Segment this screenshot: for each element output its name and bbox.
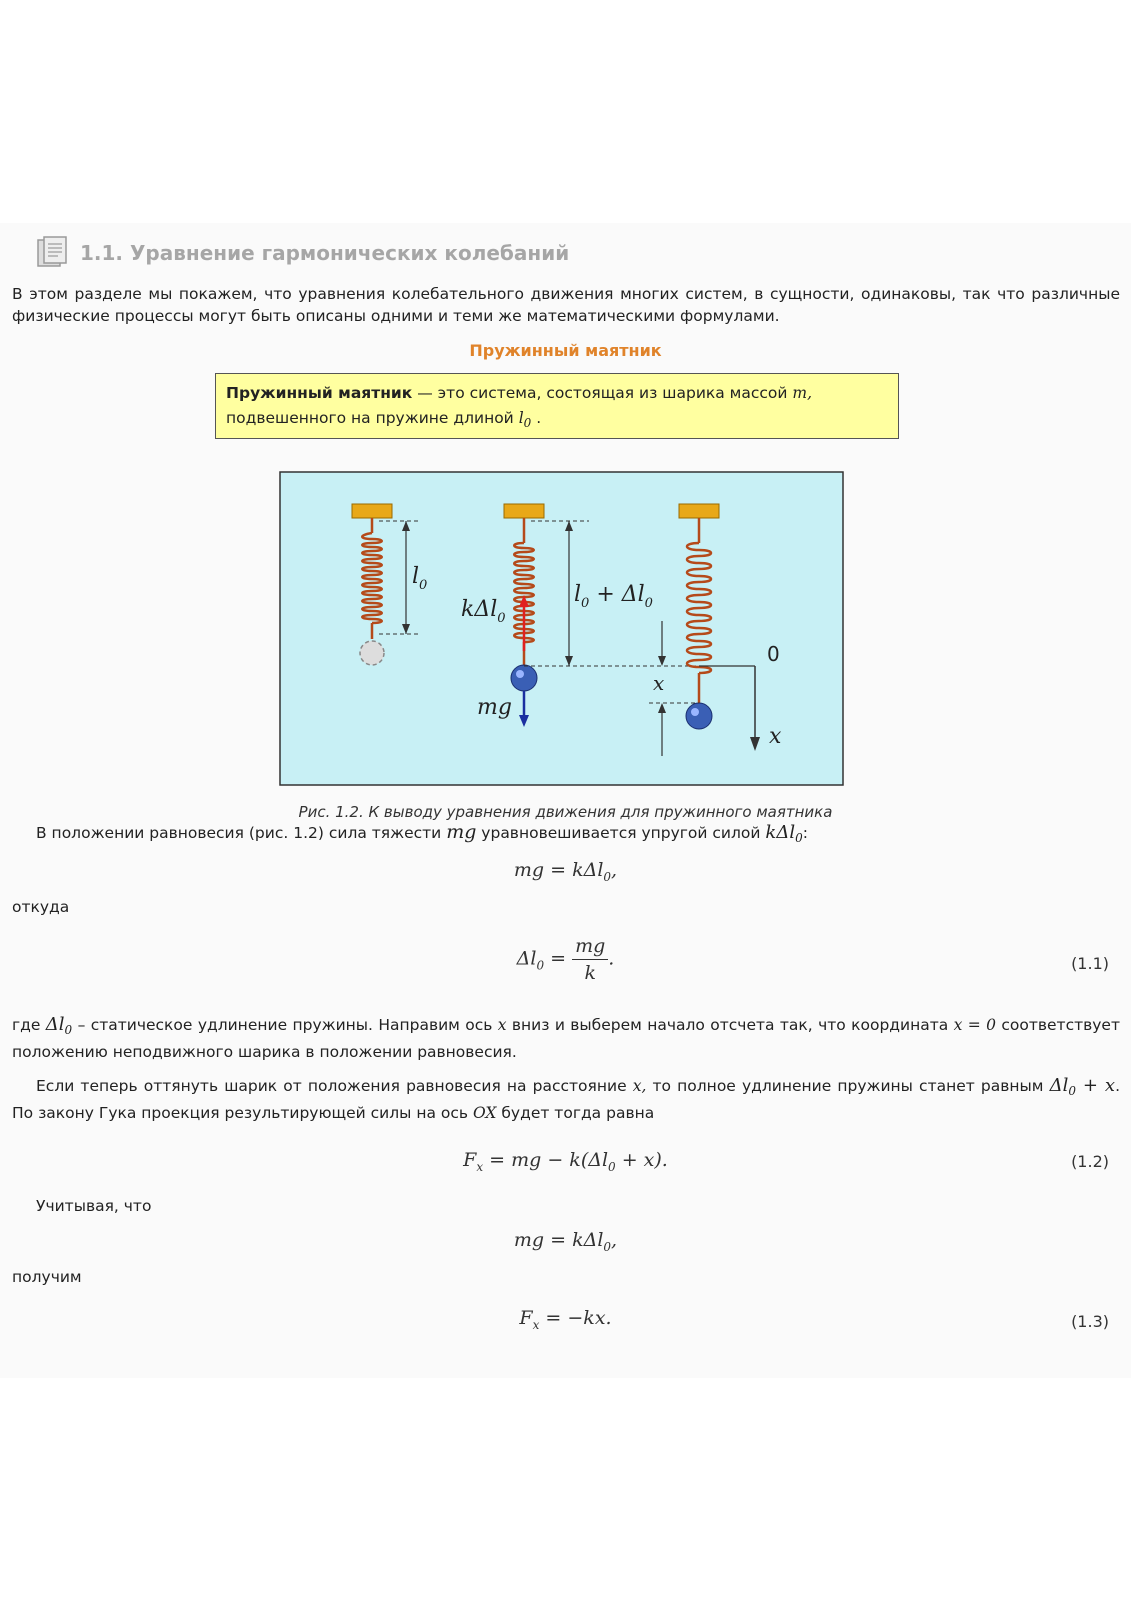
formula-b-sub: 0 — [603, 1239, 612, 1254]
label-x-axis: x — [769, 724, 782, 749]
formula-b-left: mg = kΔl — [513, 1229, 604, 1251]
formula-b-end: , — [611, 1229, 618, 1251]
formula-mg-kdl — [0, 859, 1131, 884]
pull-dlx: Δl — [1049, 1075, 1069, 1096]
where-x0: x = 0 — [953, 1016, 996, 1034]
f11-den: k — [584, 962, 596, 984]
pull-1: Если теперь оттянуть шарик от положения равновесия на расстояние — [36, 1077, 633, 1095]
definition-text-2: подвешенного на пружине длиной — [226, 409, 519, 427]
f12-end: + x). — [615, 1149, 668, 1171]
f11-end: . — [608, 947, 615, 970]
where-4: соответствует положению неподвижного шарика в положении равновесия. — [12, 1016, 1121, 1062]
label-x-displacement: x — [653, 671, 665, 695]
formula-mg-kdl-2 — [0, 1229, 1131, 1254]
document-icon — [36, 236, 70, 270]
where-dl-sub: 0 — [64, 1023, 73, 1038]
pull-3: . По закону Гука проекция результирующей силы на ось — [12, 1077, 1120, 1123]
eq-kdl-sub: 0 — [795, 831, 803, 846]
label-kdl: kΔl$_0$ — [461, 597, 506, 626]
pull-2: то полное удлинение пружины станет равным — [646, 1077, 1050, 1095]
pull-x: x, — [632, 1077, 647, 1095]
definition-term: Пружинный маятник — [226, 384, 413, 402]
formula-a-end: , — [611, 859, 618, 881]
where-1: где — [12, 1016, 46, 1034]
label-l0-dl: $l_0 + \Delta l_0$ — [574, 582, 653, 611]
pull-4: будет тогда равна — [496, 1104, 655, 1123]
definition-text: — это система, состоящая из шарика массой — [412, 384, 793, 402]
poluchim-text: получим — [12, 1268, 82, 1286]
where-dl: Δl — [45, 1014, 65, 1035]
pull-ox: OX — [472, 1104, 497, 1123]
mass-symbol: m, — [792, 384, 813, 402]
f13-rest: = −kx. — [539, 1307, 612, 1329]
where-x: x — [497, 1016, 507, 1034]
f11-eq: = — [544, 947, 573, 970]
considering-text: Учитывая, что — [36, 1197, 152, 1215]
figure-caption: Рис. 1.2. К выводу уравнения движения для пружинного маятника — [298, 803, 833, 821]
pull-dlx-end: + x — [1075, 1075, 1116, 1096]
section-heading — [36, 235, 569, 271]
f13-f: F — [519, 1307, 533, 1329]
section-title: 1.1. Уравнение гармонических колебаний — [80, 241, 570, 265]
formula-1-2 — [0, 1149, 1131, 1174]
label-origin: 0 — [767, 642, 780, 666]
ceiling-3 — [679, 504, 719, 518]
equilibrium-paragraph — [12, 821, 1120, 849]
ball-equilibrium — [511, 665, 537, 691]
f11-fraction — [572, 933, 608, 986]
formula-1-3 — [0, 1307, 1131, 1332]
pull-paragraph — [12, 1075, 1120, 1124]
f12-f: F — [463, 1149, 477, 1171]
otkuda-text: откуда — [12, 898, 70, 916]
spring-pendulum-figure — [279, 471, 844, 786]
equation-number-1-2: (1.2) — [1071, 1152, 1109, 1171]
formula-a-left: mg = kΔl — [513, 859, 604, 881]
ball-displaced — [686, 703, 712, 729]
f11-num: mg — [572, 933, 608, 960]
f11-sub: 0 — [536, 958, 545, 973]
ghost-ball — [360, 641, 384, 665]
f12-sub: 0 — [608, 1159, 616, 1174]
pull-dlx-sub: 0 — [1068, 1084, 1076, 1099]
f11-left: Δl — [516, 947, 537, 970]
label-mg: mg — [477, 695, 512, 720]
length-subscript: 0 — [523, 416, 532, 431]
eq-end: : — [802, 824, 808, 842]
intro-paragraph: В этом разделе мы покажем, что уравнения колебательного движения многих систем, в сущности, одинаковы, так что различные физические процессы могут быть описаны одними и теми же математическими формулами. — [12, 285, 1120, 325]
page-content — [0, 223, 1131, 1378]
eq-text-1: В положении равновесия (рис. 1.2) сила тяжести — [36, 824, 447, 842]
definition-end: . — [531, 409, 542, 427]
equation-number-1-3: (1.3) — [1071, 1312, 1109, 1331]
eq-mg: mg — [446, 821, 477, 843]
label-l0: $l_0$ — [412, 564, 428, 593]
definition-box — [215, 373, 899, 439]
where-paragraph — [12, 1014, 1120, 1063]
eq-text-2: уравновешивается упругой силой — [476, 824, 766, 842]
equation-number-1-1: (1.1) — [1071, 954, 1109, 973]
ceiling-1 — [352, 504, 392, 518]
formula-1-1 — [0, 933, 1131, 986]
subheading: Пружинный маятник — [469, 341, 662, 360]
f12-fsub: x — [476, 1159, 484, 1174]
ceiling-2 — [504, 504, 544, 518]
eq-kdl: kΔl — [765, 822, 796, 843]
f13-fsub: x — [532, 1317, 540, 1332]
f12-rest: = mg − k(Δl — [483, 1149, 609, 1171]
formula-a-sub: 0 — [603, 869, 612, 884]
where-3: вниз и выберем начало отсчета так, что координата — [506, 1016, 954, 1034]
length-symbol: l — [518, 409, 524, 427]
where-2: – статическое удлинение пружины. Направим ось — [72, 1016, 498, 1034]
